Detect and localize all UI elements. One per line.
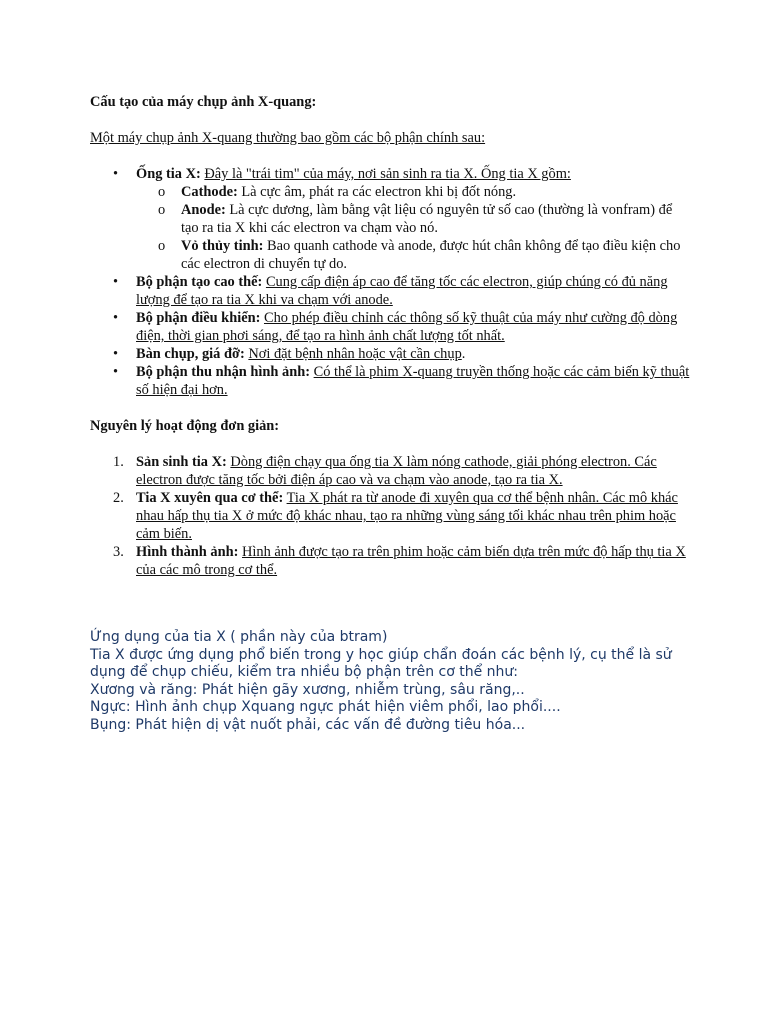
intro-paragraph: Một máy chụp ảnh X-quang thường bao gồm các bộ phận chính sau:: [90, 130, 486, 146]
step-number: 3.: [113, 544, 124, 560]
note-line: Tia X được ứng dụng phổ biến trong y học giúp chẩn đoán các bệnh lý, cụ thể là sử dụng để chụp chiếu, kiểm tra nhiều bộ phận trên cơ thể như:: [90, 646, 672, 680]
applications-note: [90, 629, 710, 734]
sub-item-text: Là cực âm, phát ra các electron khi bị đốt nóng.: [241, 184, 517, 200]
circle-bullet-icon: o: [158, 202, 166, 218]
step-item: [90, 453, 690, 489]
step-heading: Sản sinh tia X:: [136, 454, 227, 470]
item-heading: Bộ phận tạo cao thế:: [136, 274, 263, 290]
sub-item-heading: Vỏ thủy tinh:: [181, 238, 264, 254]
circle-bullet-icon: o: [158, 238, 166, 254]
item-heading: Bộ phận thu nhận hình ảnh:: [136, 364, 310, 380]
list-item: [90, 345, 690, 363]
sub-list: [136, 183, 690, 273]
bullet-icon: •: [113, 310, 119, 326]
item-text: Cho phép điều chỉnh các thông số kỹ thuật của máy như cường độ dòng điện, thời gian phơi sáng, để tạo ra hình ảnh chất lượng tốt nhất.: [136, 310, 678, 344]
note-line: Xương và răng: Phát hiện gãy xương, nhiễm trùng, sâu răng,..: [90, 681, 525, 698]
circle-bullet-icon: o: [158, 184, 166, 200]
sub-item-text: Bao quanh cathode và anode, được hút chân không để tạo điều kiện cho các electron di chuyển tự do.: [181, 238, 681, 272]
bullet-icon: •: [113, 166, 119, 182]
step-text: Dòng điện chạy qua ống tia X làm nóng cathode, giải phóng electron. Các electron được tăng tốc bởi điện áp cao và va chạm vào anode, tạo ra tia X.: [136, 454, 657, 488]
principle-heading: Nguyên lý hoạt động đơn giản:: [90, 418, 280, 434]
list-item: [90, 309, 690, 345]
steps-list: [90, 453, 690, 579]
bullet-icon: •: [113, 364, 119, 380]
item-text: Đây là "trái tim" của máy, nơi sản sinh ra tia X. Ống tia X gồm:: [204, 166, 571, 182]
parts-list: [90, 165, 690, 399]
step-item: [90, 489, 690, 543]
sub-list-item: [90, 237, 690, 273]
item-text: Cung cấp điện áp cao để tăng tốc các electron, giúp chúng có đủ năng lượng để tạo ra tia X khi va chạm với anode.: [136, 274, 668, 308]
item-heading: Ống tia X:: [136, 166, 201, 182]
sub-item-text: Là cực dương, làm bằng vật liệu có nguyên tử số cao (thường là vonfram) để tạo ra tia X khi các electron va chạm vào nó.: [181, 202, 673, 236]
item-text: Nơi đặt bệnh nhân hoặc vật cần chụp: [248, 346, 462, 362]
list-item: [90, 273, 690, 309]
bullet-icon: •: [113, 274, 119, 290]
bullet-icon: •: [113, 346, 119, 362]
step-item: [90, 543, 690, 579]
note-line: Bụng: Phát hiện dị vật nuốt phải, các vấn đề đường tiêu hóa...: [90, 716, 526, 733]
step-number: 2.: [113, 490, 124, 506]
item-heading: Bộ phận điều khiển:: [136, 310, 261, 326]
step-heading: Hình thành ảnh:: [136, 544, 239, 560]
step-heading: Tia X xuyên qua cơ thể:: [136, 490, 284, 506]
sub-list-item: [90, 201, 690, 237]
document-body: [90, 93, 690, 579]
document-title: Cấu tạo của máy chụp ảnh X-quang:: [90, 94, 317, 110]
sub-list-item: [90, 183, 690, 201]
note-line: Ngực: Hình ảnh chụp Xquang ngực phát hiện viêm phổi, lao phổi....: [90, 699, 561, 715]
item-text: Có thể là phim X-quang truyền thống hoặc các cảm biến kỹ thuật số hiện đại hơn.: [136, 364, 690, 398]
item-heading: Bàn chụp, giá đỡ:: [136, 346, 245, 362]
step-text: Tia X phát ra từ anode đi xuyên qua cơ thể bệnh nhân. Các mô khác nhau hấp thụ tia X ở mức độ khác nhau, tạo ra những vùng sáng tối khác nhau trên phim hoặc cảm biến.: [136, 490, 678, 542]
step-text: Hình ảnh được tạo ra trên phim hoặc cảm biến dựa trên mức độ hấp thụ tia X của các mô trong cơ thể.: [136, 544, 686, 578]
sub-item-heading: Anode:: [181, 202, 226, 218]
step-number: 1.: [113, 454, 124, 470]
item-trailing-period: .: [461, 346, 466, 362]
sub-item-heading: Cathode:: [181, 184, 238, 200]
list-item: [90, 165, 690, 273]
note-heading: Ứng dụng của tia X ( phần này của btram): [90, 629, 388, 645]
list-item: [90, 363, 690, 399]
